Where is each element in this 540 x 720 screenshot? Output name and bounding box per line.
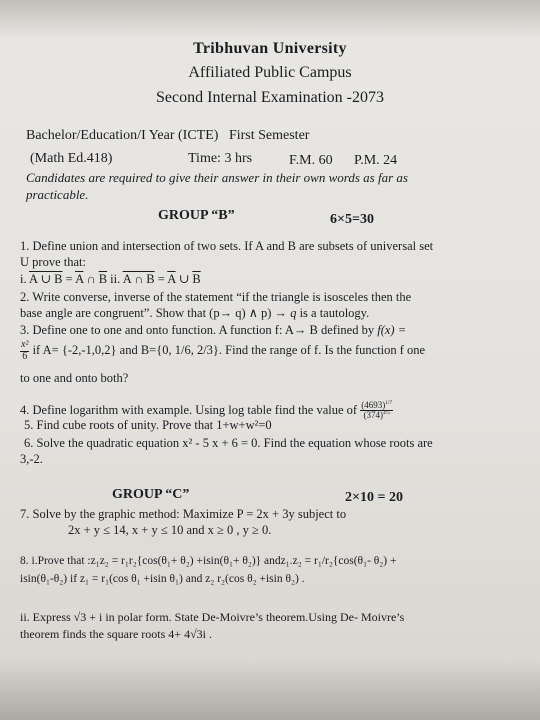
group-b-marks: 6×5=30: [330, 212, 374, 227]
q8-ii-line-2: theorem finds the square roots 4+ 4√3i .: [20, 627, 212, 641]
q1-a-complement: $\overline{A}$: [75, 272, 84, 286]
q2-line-1: 2. Write converse, inverse of the statement “if the triangle is isosceles then the: [20, 290, 412, 304]
q2-q: q: [290, 306, 297, 320]
q6-line-1: 6. Solve the quadratic equation x² - 5 x + 6 = 0. Find the equation whose roots are: [24, 436, 433, 450]
full-marks: F.M. 60: [289, 153, 333, 168]
q8-ii-line-1: ii. Express √3 + i in polar form. State De-Moivre’s theorem.Using De- Moivre’s: [20, 610, 405, 624]
q1-a-complement-2: $\overline{A}$: [167, 272, 176, 286]
q7-line-1: 7. Solve by the graphic method: Maximize P = 2x + 3y subject to: [20, 507, 347, 521]
q3-line-2-text: if A= {-2,-1,0,2} and B={0, 1/6, 2/3}. Find the range of f. Is the function f one: [29, 342, 426, 357]
q3-line-2: [20, 340, 425, 362]
q1-eq-2: =: [154, 272, 168, 286]
group-c-marks: 2×10 = 20: [345, 490, 403, 505]
q8-line-1: 8. i.Prove that :z₁z₂ = r₁r₂{cos(θ₁+ θ₂) +isin(θ₁+ θ₂)} andz₁.z₂ = r₁/r₂{cos(θ₁- θ₂) +: [20, 555, 397, 567]
q1-line-1: 1. Define union and intersection of two sets. If A and B are subsets of universal set: [20, 239, 434, 253]
q1-cup: ∪: [175, 272, 193, 286]
q1-b-complement-2: $\overline{B}$: [192, 272, 201, 286]
q1-eq-1: =: [62, 272, 76, 286]
q1-a-union-b: A ∪ B: [29, 272, 63, 286]
instruction-line-1: Candidates are required to give their answer in their own words as far as: [26, 170, 408, 185]
university-title: Tribhuvan University: [193, 40, 347, 57]
exam-title: Second Internal Examination -2073: [156, 89, 384, 106]
top-shadow: [0, 0, 540, 40]
q4-num-exp: 1/7: [385, 400, 393, 406]
group-c-title: GROUP “C”: [112, 487, 190, 502]
q1-cap: ∩: [83, 272, 99, 286]
q4-den-exp: 4/5: [382, 410, 390, 417]
q3-line-1-text: 3. Define one to one and onto function. A function f: A→ B defined by: [20, 323, 378, 337]
q1-line-2: U prove that:: [20, 255, 86, 269]
q7-line-2: 2x + y ≤ 14, x + y ≤ 10 and x ≥ 0 , y ≥ 0.: [68, 523, 272, 537]
q4-denominator: [360, 411, 393, 420]
q1-prefix-ii: ii.: [107, 272, 121, 286]
semester: First Semester: [228, 128, 310, 143]
q4-text: 4. Define logarithm with example. Using log table find the value of: [20, 402, 358, 417]
instruction-line-2: practicable.: [26, 187, 89, 202]
q4-den-base: (374): [363, 410, 383, 421]
q1-a-intersect-b: A ∩ B: [122, 272, 155, 286]
q1-demorgan-laws: [20, 273, 201, 287]
q2-line-2: [20, 307, 369, 321]
program-line: [26, 128, 309, 143]
program: Bachelor/Education/I Year (ICTE): [26, 128, 219, 143]
bottom-shadow: [0, 660, 540, 720]
q3-frac-num: x²: [21, 339, 29, 350]
q8-line-2: isin(θ₁-θ₂) if z₁ = r₁(cos θ₁ +isin θ₁) and z₂ r₂(cos θ₂ +isin θ₂) .: [20, 573, 305, 585]
q5-line: 5. Find cube roots of unity. Prove that 1+w+w²=0: [24, 418, 272, 432]
campus-name: Affiliated Public Campus: [188, 64, 352, 81]
q2-line-2-post: is a tautology.: [296, 306, 370, 320]
q1-prefix-i: i.: [20, 272, 27, 286]
q3-line-3: to one and onto both?: [20, 371, 129, 385]
q6-line-2: 3,-2.: [20, 452, 43, 466]
q4-num-base: (4693): [361, 400, 386, 410]
exam-time: Time: 3 hrs: [188, 151, 253, 166]
q3-line-1: [20, 324, 406, 338]
q1-b-complement: $\overline{B}$: [98, 272, 108, 286]
q4-fraction: [360, 401, 393, 421]
group-b-title: GROUP “B”: [158, 208, 235, 223]
pass-marks: P.M. 24: [354, 153, 398, 168]
q3-frac-den: 6: [22, 350, 28, 362]
q2-line-2-pre: base angle are congruent”. Show that (p→ q) ∧ p) →: [20, 306, 291, 320]
course-code: (Math Ed.418): [30, 151, 113, 166]
q3-fx: f(x) =: [377, 323, 407, 337]
